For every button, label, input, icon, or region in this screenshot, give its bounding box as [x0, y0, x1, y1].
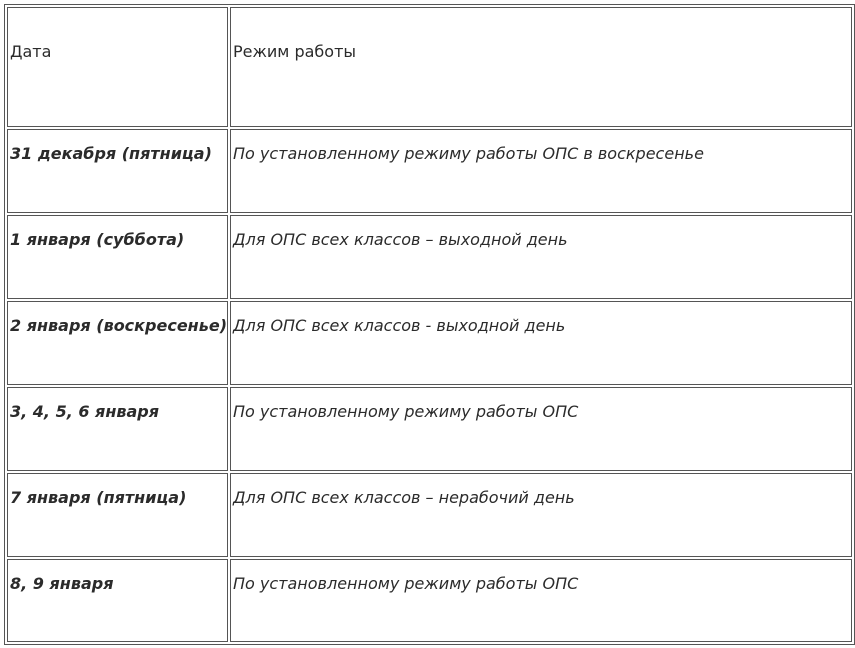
header-mode-label: Режим работы	[233, 42, 357, 61]
mode-text: Для ОПС всех классов – нерабочий день	[233, 488, 575, 507]
table-row	[7, 559, 852, 642]
mode-cell	[230, 301, 852, 385]
header-cell-date	[7, 7, 228, 127]
mode-text: Для ОПС всех классов – выходной день	[233, 230, 568, 249]
table-header-row	[7, 7, 852, 127]
date-text: 1 января (суббота)	[10, 230, 185, 249]
mode-cell	[230, 215, 852, 299]
date-cell	[7, 473, 228, 557]
table-row	[7, 301, 852, 385]
table-row	[7, 215, 852, 299]
header-date-label: Дата	[10, 42, 52, 61]
date-text: 8, 9 января	[10, 574, 114, 593]
date-cell	[7, 301, 228, 385]
mode-cell	[230, 559, 852, 642]
mode-cell	[230, 387, 852, 471]
date-text: 7 января (пятница)	[10, 488, 187, 507]
mode-cell	[230, 129, 852, 213]
date-text: 31 декабря (пятница)	[10, 144, 212, 163]
mode-text: По установленному режиму работы ОПС	[233, 402, 579, 421]
date-text: 3, 4, 5, 6 января	[10, 402, 160, 421]
mode-text: По установленному режиму работы ОПС	[233, 574, 579, 593]
date-cell	[7, 559, 228, 642]
table-row	[7, 129, 852, 213]
header-cell-mode	[230, 7, 852, 127]
date-cell	[7, 387, 228, 471]
date-cell	[7, 129, 228, 213]
table-row	[7, 387, 852, 471]
mode-text: Для ОПС всех классов - выходной день	[233, 316, 566, 335]
table-row	[7, 473, 852, 557]
mode-text: По установленному режиму работы ОПС в воскресенье	[233, 144, 704, 163]
schedule-table	[4, 4, 855, 645]
mode-cell	[230, 473, 852, 557]
date-cell	[7, 215, 228, 299]
date-text: 2 января (воскресенье)	[10, 316, 227, 335]
